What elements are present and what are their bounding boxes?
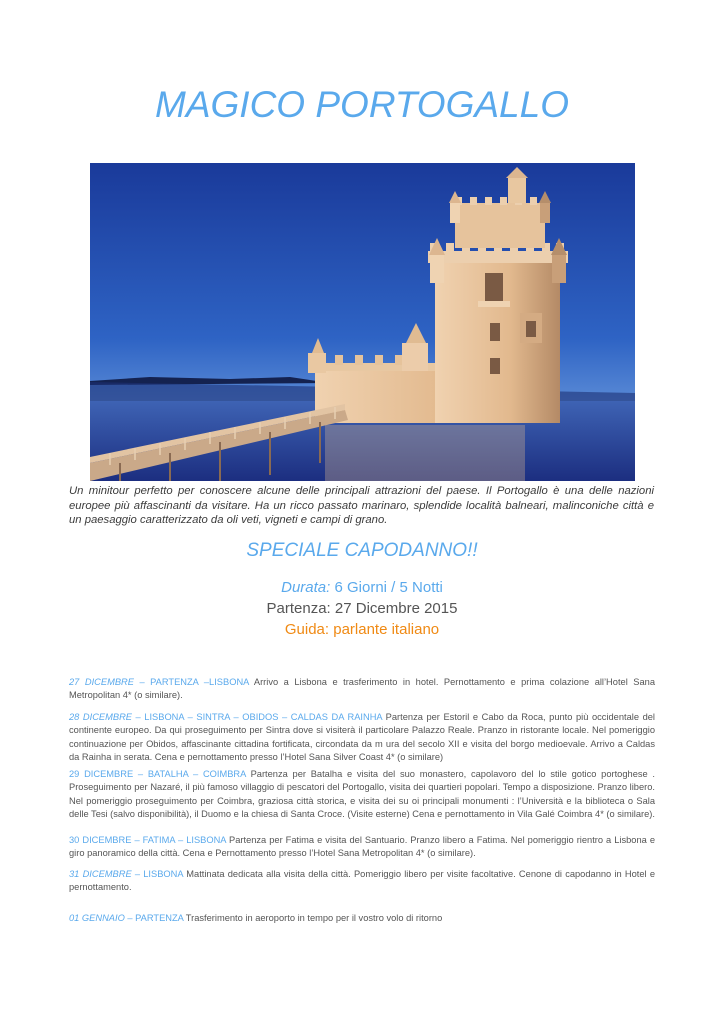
day-header: [69, 712, 382, 722]
duration-value: 6 Giorni / 5 Notti: [330, 579, 443, 596]
duration-line: [0, 579, 724, 596]
itinerary-day-2: [69, 711, 655, 765]
day-header: [69, 769, 246, 779]
day-description: Mattinata dedicata alla visita della città. Pomeriggio libero per visite facoltative. Cenone di capodanno in Hotel e pernottamento.: [69, 869, 655, 893]
day-date: 31 DICEMBRE: [69, 869, 132, 879]
day-date: 27 DICEMBRE: [69, 677, 134, 687]
intro-paragraph: Un minitour perfetto per conoscere alcune delle principali attrazioni del paese. Il Portogallo è una delle nazioni europee più affascinanti da visitare. Ha un ricco passato marinaro, splendide località balneari, malinconiche città e un paesaggio caratterizzato da oli veti, vigneti e campi di grano.: [69, 485, 654, 526]
day-description: Partenza per Fatima e visita del Santuario. Pranzo libero a Fatima. Nel pomeriggio rientro a Lisbona e giro panoramico della città. Cena e Pernottamento presso l’Hotel Sana Metropolitan 4* (o similare).: [69, 835, 655, 859]
day-description: Arrivo a Lisbona e trasferimento in hotel. Pernottamento e prima colazione all’Hotel Sana Metropolitan 4* (o similare).: [69, 677, 655, 701]
itinerary-day-1: [69, 676, 655, 703]
day-route: – BATALHA – COIMBRA: [133, 769, 246, 779]
day-date: 01 GENNAIO: [69, 913, 125, 923]
day-header: [69, 869, 183, 879]
day-date: 28 DICEMBRE: [69, 712, 132, 722]
guide-line: Guida: parlante italiano: [284, 621, 440, 638]
day-description: Partenza per Batalha e visita del suo monastero, capolavoro del lo stile gotico portoghese . Proseguimento per Nazaré, il più famoso villaggio di pescatori del Portogallo, visita dei quartieri popolari. Tempo a disposizione. Pranzo libero. Nel pomeriggio proseguimento per Coimbra, graziosa città storica, e visita dei su oi principali monumenti : l’Università e la biblioteca o Sala delle Tesi (salvo disponibilità), il Duomo e la chiesa di Santa Croce. (Visite esterne) Cena e pernottamento in Vila Galé Coimbra 4* (o similare).: [69, 769, 656, 820]
day-header: [69, 835, 226, 845]
page-title: MAGICO PORTOGALLO: [155, 84, 569, 125]
day-route: – FATIMA – LISBONA: [131, 835, 226, 845]
belem-tower-photo: [90, 163, 635, 481]
itinerary-day-3: [69, 768, 655, 822]
day-date: 30 DICEMBRE: [69, 835, 132, 845]
duration-label: Durata:: [281, 579, 331, 596]
special-heading: SPECIALE CAPODANNO!!: [246, 540, 478, 561]
itinerary-day-5: [69, 868, 655, 895]
itinerary-day-6: [69, 912, 655, 925]
day-date: 29 DICEMBRE: [69, 769, 134, 779]
day-description: Trasferimento in aeroporto in tempo per il vostro volo di ritorno: [183, 913, 443, 923]
day-route: – LISBONA: [131, 869, 184, 879]
day-header: [69, 913, 183, 923]
itinerary-day-4: [69, 834, 655, 861]
day-route: – PARTENZA –LISBONA: [133, 677, 249, 687]
day-description: Partenza per Estoril e Cabo da Roca, punto più occidentale del continente europeo. Da qui proseguimento per Sintra dove si visiterà il particolare Palazzo Reale. Pranzo in ristorante locale. Nel pomeriggio continuazione per Obidos, affascinante cittadina fortificata, circondata da m ura del secolo XII e visita del borgo medioevale. Arrivo a Caldas da Rainha in serata. Cena e pernottamento presso l’Hotel Sana Silver Coast 4* (o similare): [69, 712, 655, 763]
departure-line: Partenza: 27 Dicembre 2015: [266, 600, 458, 617]
day-route: – PARTENZA: [124, 913, 184, 923]
day-header: [69, 677, 249, 687]
day-route: – LISBONA – SINTRA – OBIDOS – CALDAS DA RAINHA: [131, 712, 383, 722]
